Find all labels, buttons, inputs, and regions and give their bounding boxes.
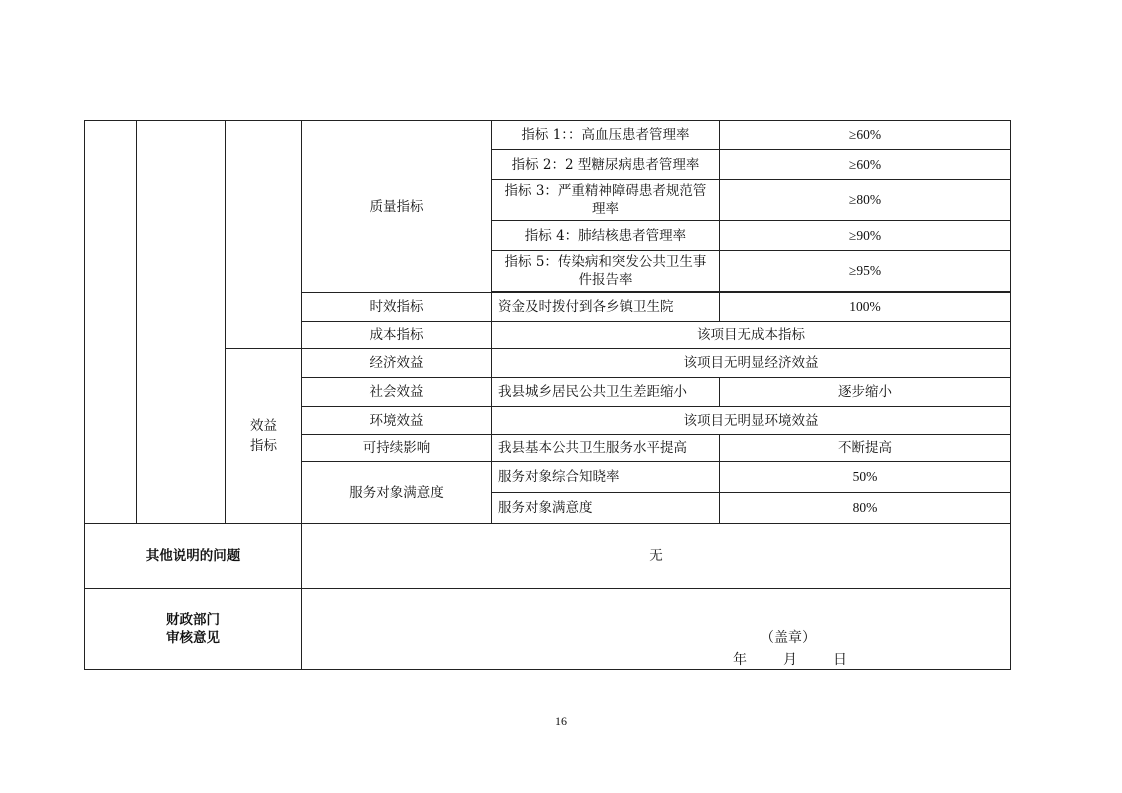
- blank-cell: [85, 121, 137, 524]
- year-label: 年: [733, 652, 747, 668]
- indicator-value: ≥90%: [720, 221, 1011, 251]
- environment-benefit-label: 环境效益: [302, 407, 492, 435]
- date-line: [733, 649, 847, 669]
- cost-indicator-label: 成本指标: [302, 322, 492, 349]
- economic-benefit-label: 经济效益: [302, 349, 492, 378]
- other-issues-value: 无: [302, 524, 1011, 589]
- quality-indicator-label: 质量指标: [302, 121, 492, 293]
- sustainable-impact-label: 可持续影响: [302, 435, 492, 462]
- finance-review-label: [85, 589, 302, 670]
- indicator-value: ≥80%: [720, 180, 1011, 221]
- indicator-name: 指标 1：：高血压患者管理率: [492, 121, 720, 150]
- indicator-value: 逐步缩小: [720, 378, 1011, 407]
- indicator-value: 80%: [720, 493, 1011, 524]
- indicator-name: 服务对象满意度: [492, 493, 720, 524]
- blank-cell: [226, 121, 302, 349]
- table-row: [85, 589, 1011, 670]
- indicator-value: 100%: [720, 293, 1011, 322]
- benefit-indicator-label: [226, 349, 302, 524]
- indicator-name: 我县城乡居民公共卫生差距缩小: [492, 378, 720, 407]
- environment-benefit-value: 该项目无明显环境效益: [492, 407, 1011, 435]
- indicator-name: 指标 2：2 型糖尿病患者管理率: [492, 150, 720, 180]
- day-label: 日: [833, 652, 847, 668]
- finance-label-line2: 审核意见: [166, 630, 220, 646]
- indicator-name: 我县基本公共卫生服务水平提高: [492, 435, 720, 462]
- indicator-value: ≥60%: [720, 150, 1011, 180]
- finance-label-line1: 财政部门: [166, 612, 220, 628]
- satisfaction-label: 服务对象满意度: [302, 462, 492, 524]
- benefit-label-text: 效益指标: [250, 418, 277, 454]
- indicator-name: 指标 3：严重精神障碍患者规范管理率: [492, 180, 720, 221]
- table-row: [85, 524, 1011, 589]
- finance-review-content: [302, 589, 1011, 670]
- page-number: 16: [555, 714, 567, 728]
- stamp-text: （盖章）: [760, 630, 816, 646]
- economic-benefit-value: 该项目无明显经济效益: [492, 349, 1011, 378]
- table-row: [85, 121, 1011, 150]
- indicator-name: 资金及时拨付到各乡镇卫生院: [492, 293, 720, 322]
- indicator-value: 不断提高: [720, 435, 1011, 462]
- blank-cell: [137, 121, 226, 524]
- performance-indicator-table: [84, 120, 1011, 670]
- indicator-name: 服务对象综合知晓率: [492, 462, 720, 493]
- indicator-name: 指标 4：肺结核患者管理率: [492, 221, 720, 251]
- other-issues-label: 其他说明的问题: [85, 524, 302, 589]
- timeliness-indicator-label: 时效指标: [302, 293, 492, 322]
- indicator-value: 50%: [720, 462, 1011, 493]
- cost-indicator-value: 该项目无成本指标: [492, 322, 1011, 349]
- indicator-value: ≥60%: [720, 121, 1011, 150]
- indicator-name: 指标 5：传染病和突发公共卫生事件报告率: [492, 251, 720, 292]
- month-label: 月: [783, 652, 797, 668]
- indicator-value: ≥95%: [720, 251, 1011, 292]
- social-benefit-label: 社会效益: [302, 378, 492, 407]
